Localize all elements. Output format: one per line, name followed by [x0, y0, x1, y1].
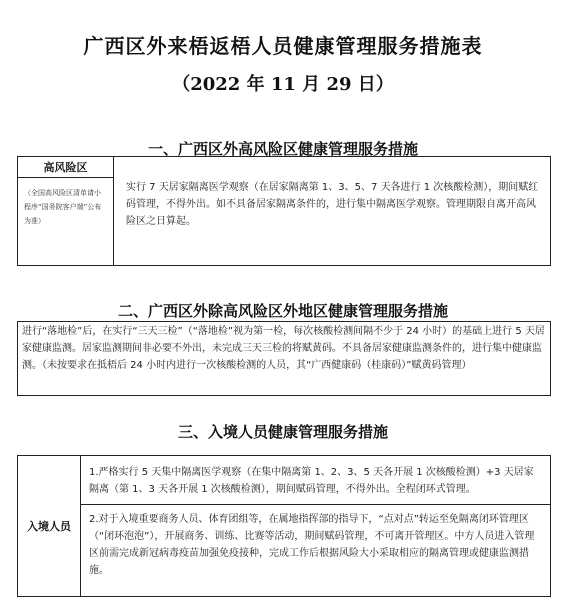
section-3-label: 入境人员 — [18, 456, 81, 597]
section-1-label-cell — [18, 157, 114, 266]
section-3-content-cell — [81, 456, 551, 597]
section-3-heading: 三、入境人员健康管理服务措施 — [177, 423, 388, 441]
section-1-content: 实行 7 天居家隔离医学观察（在居家隔离第 1、3、5、7 天各进行 1 次核酸检测），期间赋红码管理，不得外出。如不具备居家隔离条件的，进行集中隔离医学观察。管理期限自离开高风险区之日算起。 — [114, 157, 551, 266]
section-2-heading: 二、广西区外除高风险区外地区健康管理服务措施 — [117, 302, 448, 320]
section-2-content: 进行“落地检”后，在实行“三天三检”（“落地检”视为第一检，每次核酸检测间隔不少于 24 小时）的基础上进行 5 天居家健康监测。居家监测期间非必要不外出，未完成三天三检的将赋黄码。不具备居家健康监测条件的，进行集中健康监测。（未按要求在抵梧后 24 小时内进行一次核酸检测的人员，其“广西健康码（桂康码）”赋黄码管理） — [18, 322, 551, 396]
section-3-table — [17, 455, 551, 597]
section-3-item-1: 1.严格实行 5 天集中隔离医学观察（在集中隔离第 1、2、3、5 天各开展 1 次核酸检测）+3 天居家隔离（第 1、3 天各开展 1 次核酸检测），期间赋码管理，不得外出。全程闭环式管理。 — [89, 467, 534, 495]
page-date: （2022 年 11 月 29 日） — [172, 74, 394, 95]
section-3-item-2: 2.对于入境重要商务人员、体育团组等，在属地指挥部的指导下，“点对点”转运至免隔离闭环管理区（“闭环泡泡”），开展商务、训练、比赛等活动，期间赋码管理，不可离开管理区。中方人员进入管理区前需完成新冠病毒疫苗加强免疫接种，完成工作后根据风险大小采取相应的隔离管理或健康监测措施。 — [81, 504, 550, 585]
section-2-table — [17, 321, 551, 396]
section-1-heading: 一、广西区外高风险区健康管理服务措施 — [147, 140, 418, 158]
section-1-label: 高风险区 — [18, 157, 113, 178]
section-1-table — [17, 156, 551, 266]
page-title: 广西区外来梧返梧人员健康管理服务措施表 — [83, 34, 483, 58]
section-1-label-note: （全国高风险区清单请小程序“国务院客户端”公布为准） — [24, 189, 102, 225]
